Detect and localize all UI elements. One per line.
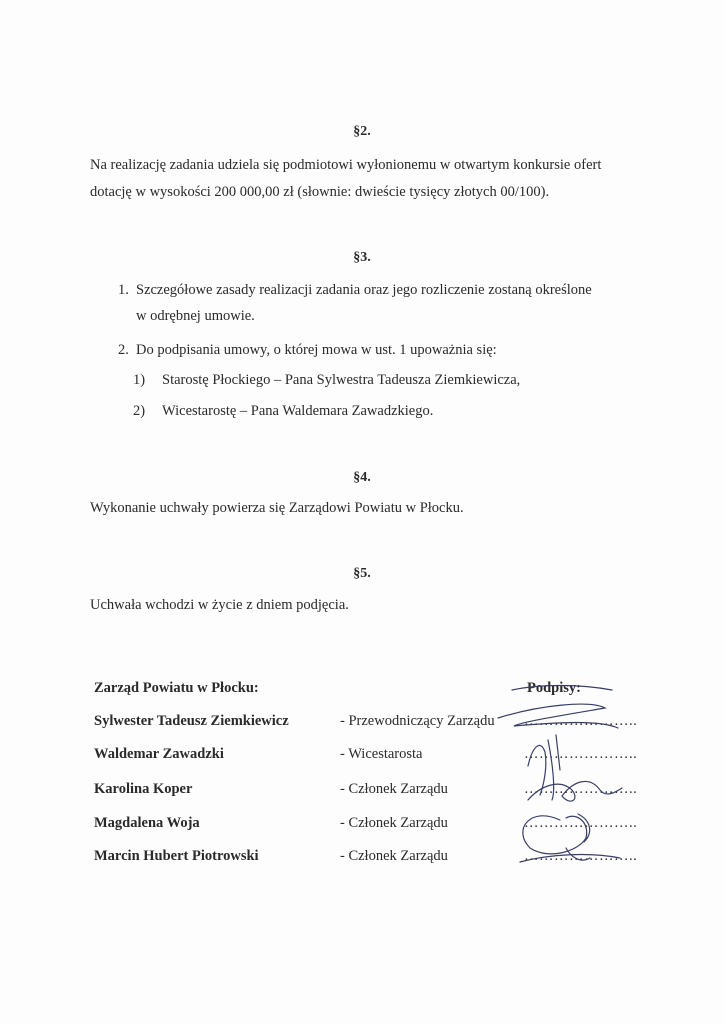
signature-line-1: ………………….. xyxy=(524,713,638,729)
signature-line-2: ………………….. xyxy=(524,746,638,762)
list-item-2-number: 2. xyxy=(118,342,129,358)
section-4-text: Wykonanie uchwały powierza się Zarządowi Powiatu w Płocku. xyxy=(90,500,464,516)
signature-line-4: ………………….. xyxy=(524,815,638,831)
section-2-heading: §2. xyxy=(353,124,371,139)
section-3-heading: §3. xyxy=(353,250,371,265)
member-name-1: Sylwester Tadeusz Ziemkiewicz xyxy=(94,713,289,729)
member-name-3: Karolina Koper xyxy=(94,781,193,797)
signature-line-3: ………………….. xyxy=(524,781,638,797)
list-item-2-text: Do podpisania umowy, o której mowa w ust. 1 upoważnia się: xyxy=(136,342,497,358)
section-2-line-1: Na realizację zadania udziela się podmiotowi wyłonionemu w otwartym konkursie ofert xyxy=(90,157,602,173)
list-item-1-line-2: w odrębnej umowie. xyxy=(136,308,255,324)
signatures-label: Podpisy: xyxy=(527,680,581,696)
section-4-heading: §4. xyxy=(353,470,371,485)
member-role-1: - Przewodniczący Zarządu xyxy=(340,713,495,729)
sub-item-2-text: Wicestarostę – Pana Waldemara Zawadzkiego. xyxy=(162,403,434,419)
section-2-line-2: dotację w wysokości 200 000,00 zł (słownie: dwieście tysięcy złotych 00/100). xyxy=(90,184,550,200)
sub-item-1-text: Starostę Płockiego – Pana Sylwestra Tadeusza Ziemkiewicza, xyxy=(162,372,521,388)
member-role-2: - Wicestarosta xyxy=(340,746,423,762)
list-item-1-line-1: Szczegółowe zasady realizacji zadania oraz jego rozliczenie zostaną określone xyxy=(136,282,592,298)
member-name-2: Waldemar Zawadzki xyxy=(94,746,224,762)
list-item-1-number: 1. xyxy=(118,282,129,298)
member-role-3: - Członek Zarządu xyxy=(340,781,448,797)
section-5-text: Uchwała wchodzi w życie z dniem podjęcia. xyxy=(90,597,349,613)
signature-line-5: ………………….. xyxy=(524,848,638,864)
section-5-heading: §5. xyxy=(353,566,371,581)
member-name-4: Magdalena Woja xyxy=(94,815,200,831)
sub-item-2-number: 2) xyxy=(133,403,146,419)
member-name-5: Marcin Hubert Piotrowski xyxy=(94,848,259,864)
member-role-5: - Członek Zarządu xyxy=(340,848,448,864)
sub-item-1-number: 1) xyxy=(133,372,146,388)
board-title: Zarząd Powiatu w Płocku: xyxy=(94,680,259,696)
member-role-4: - Członek Zarządu xyxy=(340,815,448,831)
